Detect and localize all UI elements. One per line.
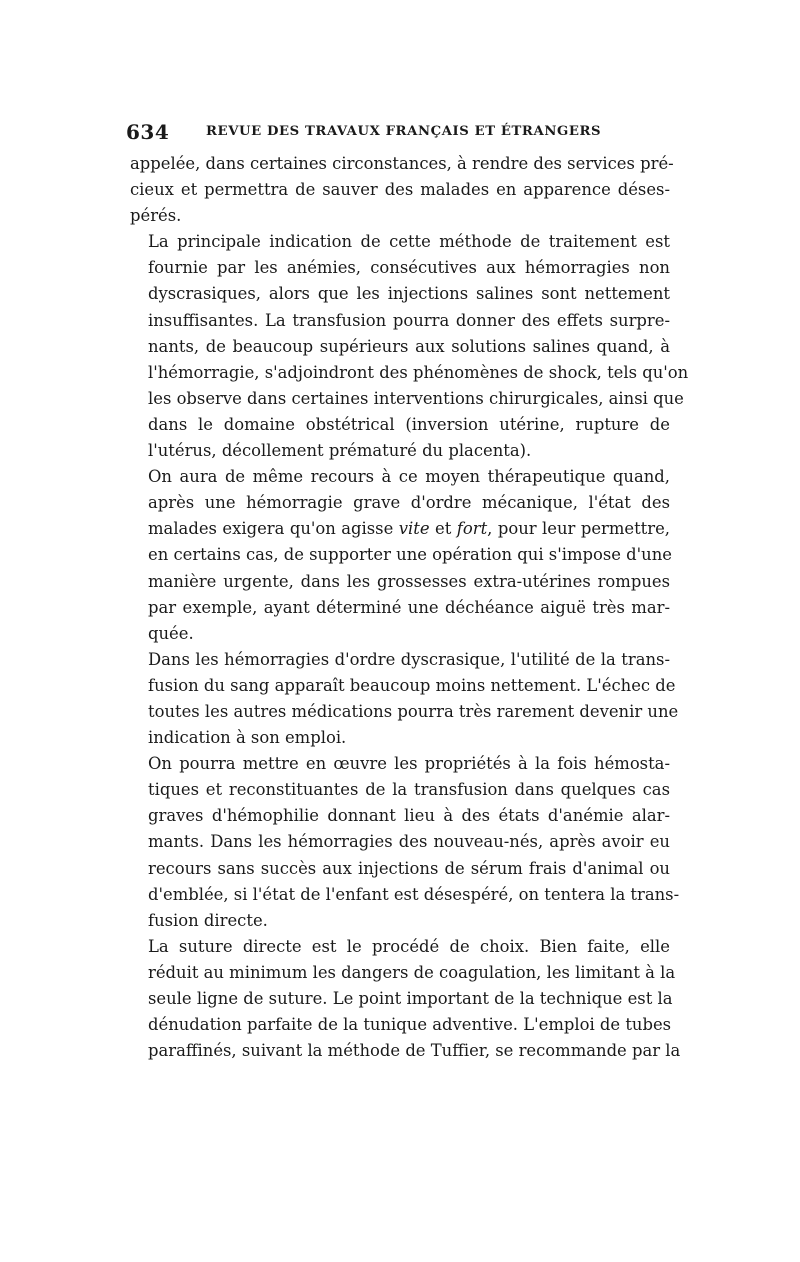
text-line: en certains cas, de supporter une opération qui s'impose d'une [148,545,672,565]
text-line: cieux et permettra de sauver des malades en apparence déses- [130,180,670,200]
text-line: insuffisantes. La transfusion pourra donner des effets surpre- [148,310,670,330]
text-line: Dans les hémorragies d'ordre dyscrasique, l'utilité de la trans- [148,649,670,669]
text-line: toutes les autres médications pourra très rarement devenir une [148,701,679,721]
page-number: 634 [126,120,170,144]
text-line: d'emblée, si l'état de l'enfant est désespéré, on tentera la trans- [148,884,680,904]
text-line: manière urgente, dans les grossesses extra-utérines rompues [148,571,670,591]
text-fragment: et [435,519,452,539]
text-line: réduit au minimum les dangers de coagulation, les limitant à la [148,962,676,982]
paragraph-6 [130,934,681,1064]
italic-word: fort [456,519,488,539]
paragraph-3 [130,464,670,647]
text-line: fournie par les anémies, consécutives aux hémorragies non [148,258,670,278]
italic-word: vite [398,519,430,539]
text-line: seule ligne de suture. Le point important de la technique est la [148,989,673,1008]
text-line: tiques et reconstituantes de la transfusion dans quelques cas [148,780,670,800]
text-line: recours sans succès aux injections de sérum frais d'animal ou [148,858,670,878]
running-head [126,120,678,146]
text-line: On pourra mettre en œuvre les propriétés à la fois hémosta- [148,754,670,774]
text-line: indication à son emploi. [148,728,347,748]
paragraph-1 [130,151,674,229]
text-line: quée. [148,623,194,643]
text-line: La suture directe est le procédé de choix. Bien faite, elle [148,936,670,956]
text-line: l'hémorragie, s'adjoindront des phénomènes de shock, tels qu'on [148,362,689,382]
text-line: dans le domaine obstétrical (inversion utérine, rupture de [148,414,670,434]
text-line: après une hémorragie grave d'ordre mécanique, l'état des [148,493,670,513]
text-line: dyscrasiques, alors que les injections salines sont nettement [148,284,670,304]
text-line: pérés. [130,206,182,226]
text-line: par exemple, ayant déterminé une déchéance aiguë très mar- [148,597,670,617]
text-line: paraffinés, suivant la méthode de Tuffier, se recommande par la [148,1041,681,1061]
text-line: fusion directe. [148,910,268,930]
article-body [130,151,689,1064]
text-line: La principale indication de cette méthode de traitement est [148,232,670,252]
paragraph-5 [130,751,680,934]
text-line: les observe dans certaines interventions chirurgicales, ainsi que [148,388,684,408]
text-line: mants. Dans les hémorragies des nouveau-nés, après avoir eu [148,832,670,852]
text-fragment: malades exigera qu'on agisse [148,519,394,539]
text-line: nants, de beaucoup supérieurs aux solutions salines quand, à [148,336,670,356]
paragraph-4 [130,647,679,751]
text-line: fusion du sang apparaît beaucoup moins nettement. L'échec de [148,675,676,695]
text-line: dénudation parfaite de la tunique adventive. L'emploi de tubes [148,1015,672,1035]
paragraph-2 [130,229,689,464]
text-fragment: pour leur permettre, [497,519,671,539]
journal-title: REVUE DES TRAVAUX FRANÇAIS ET ÉTRANGERS [206,124,602,139]
text-line: l'utérus, décollement prématuré du placenta). [148,441,532,461]
text-line: On aura de même recours à ce moyen thérapeutique quand, [148,467,670,487]
text-line: graves d'hémophilie donnant lieu à des états d'anémie alar- [148,806,670,826]
text-line: appelée, dans certaines circonstances, à rendre des services pré- [130,154,674,173]
text-line-with-italics: malades exigera qu'on agisse vite et fort, pour leur permettre, [148,519,671,539]
